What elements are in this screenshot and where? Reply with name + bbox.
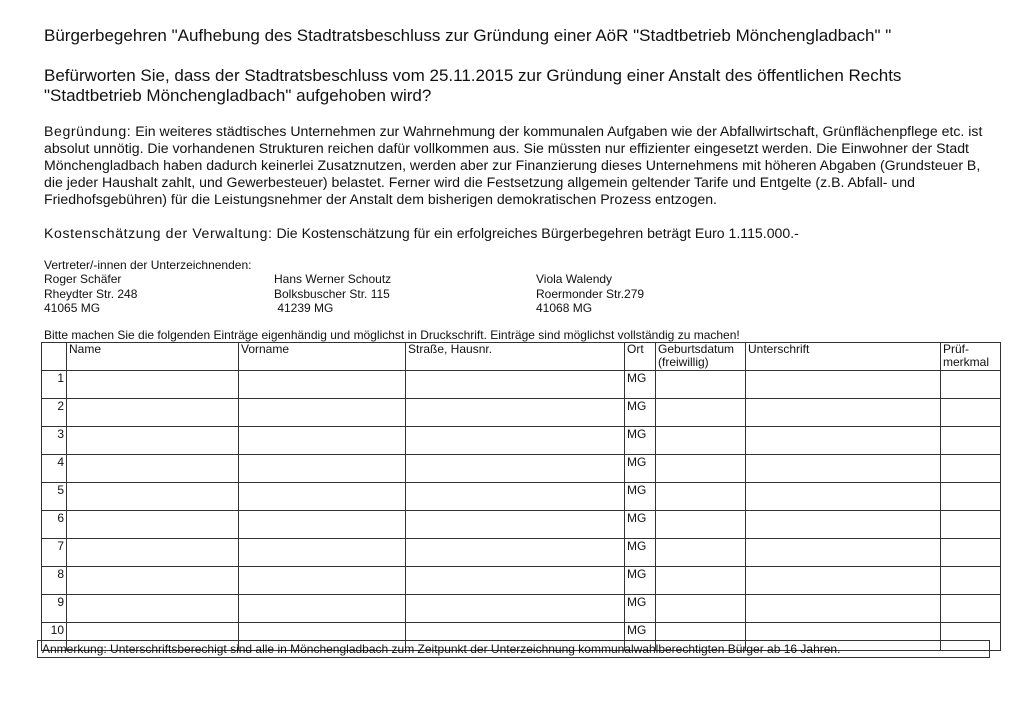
representative-2: [274, 272, 391, 316]
unterschrift-cell[interactable]: [746, 455, 941, 483]
ort-cell: MG: [625, 399, 656, 427]
row-number: 1: [42, 371, 67, 399]
representative-name: Viola Walendy: [536, 272, 613, 286]
table-row: [42, 539, 1001, 567]
geburtsdatum-cell[interactable]: [656, 511, 746, 539]
table-row: [42, 455, 1001, 483]
geburtsdatum-cell[interactable]: [656, 455, 746, 483]
name-cell[interactable]: [67, 371, 239, 399]
cost-estimate: [44, 225, 799, 241]
table-header-row: [42, 343, 1001, 371]
reason-paragraph: [44, 123, 989, 208]
row-number: 9: [42, 595, 67, 623]
table-row: [42, 511, 1001, 539]
header-pruefmerkmal-line2: merkmal: [943, 355, 990, 369]
representative-1: [44, 272, 137, 316]
signature-table: [41, 342, 1001, 651]
vorname-cell[interactable]: [239, 539, 406, 567]
ort-cell: MG: [625, 371, 656, 399]
unterschrift-cell[interactable]: [746, 399, 941, 427]
table-row: [42, 567, 1001, 595]
cost-text: Die Kostenschätzung für ein erfolgreiches Bürgerbegehren beträgt Euro 1.115.000.-: [276, 225, 799, 241]
header-geburtsdatum-line1: Geburtsdatum: [658, 342, 735, 356]
row-number: 6: [42, 511, 67, 539]
representative-street: Bolksbuscher Str. 115: [274, 286, 390, 301]
row-number: 8: [42, 567, 67, 595]
representative-name: Roger Schäfer: [44, 272, 122, 286]
strasse-cell[interactable]: [406, 399, 625, 427]
petition-question: Befürworten Sie, dass der Stadtratsbeschluss vom 25.11.2015 zur Gründung einer Anstalt des öffentlichen Rechts "Stadtbetrieb Mönchengladbach" aufgehoben wird?: [44, 66, 902, 105]
strasse-cell[interactable]: [406, 455, 625, 483]
vorname-cell[interactable]: [239, 427, 406, 455]
vorname-cell[interactable]: [239, 511, 406, 539]
row-number: 3: [42, 427, 67, 455]
representative-3: [536, 272, 644, 316]
strasse-cell[interactable]: [406, 567, 625, 595]
pruefmerkmal-cell: [941, 455, 1001, 483]
reason-text: Ein weiteres städtisches Unternehmen zur Wahrnehmung der kommunalen Aufgaben wie der Abfallwirtschaft, Grünflächenpflege etc. ist absolut unnötig. Die vorhandenen Strukturen reichen dafür vollkommen aus. Sie müssten nur effizienter eingesetzt werden. Die Einwohner der Stadt Mönchengladbach haben dadurch keinerlei Zusatznutzen, werden aber zur Finanzierung dieses Unternehmens mit höheren Abgaben (Grundsteuer B, die jeder Haushalt zahlt, und Gewerbesteuer) belastet. Ferner wird die Festsetzung allgemein geltender Tarife und Entgelte (z.B. Abfall- und Friedhofsgebühren) für die Leistungsnehmer der Anstalt dem bisherigen demokratischen Prozess entzogen.: [44, 123, 983, 207]
geburtsdatum-cell[interactable]: [656, 483, 746, 511]
representative-street: Roermonder Str.279: [536, 286, 645, 301]
vorname-cell[interactable]: [239, 567, 406, 595]
header-pruefmerkmal-line1: Prüf-: [943, 342, 970, 356]
geburtsdatum-cell[interactable]: [656, 567, 746, 595]
geburtsdatum-cell[interactable]: [656, 539, 746, 567]
cost-label: Kostenschätzung der Verwaltung:: [44, 225, 273, 241]
strasse-cell[interactable]: [406, 595, 625, 623]
pruefmerkmal-cell: [941, 427, 1001, 455]
vorname-cell[interactable]: [239, 399, 406, 427]
representative-city: 41065 MG: [44, 301, 101, 315]
strasse-cell[interactable]: [406, 539, 625, 567]
instructions-text: Bitte machen Sie die folgenden Einträge eigenhändig und möglichst in Druckschrift. Einträge sind möglichst vollständig zu machen!: [44, 328, 740, 342]
row-number: 7: [42, 539, 67, 567]
name-cell[interactable]: [67, 455, 239, 483]
geburtsdatum-cell[interactable]: [656, 371, 746, 399]
geburtsdatum-cell[interactable]: [656, 427, 746, 455]
name-cell[interactable]: [67, 399, 239, 427]
row-number: 2: [42, 399, 67, 427]
representative-city: 41068 MG: [536, 301, 593, 315]
ort-cell: MG: [625, 567, 656, 595]
vorname-cell[interactable]: [239, 483, 406, 511]
geburtsdatum-cell[interactable]: [656, 399, 746, 427]
table-row: [42, 595, 1001, 623]
strasse-cell[interactable]: [406, 427, 625, 455]
table-row: [42, 399, 1001, 427]
pruefmerkmal-cell: [941, 511, 1001, 539]
header-name: Name: [67, 343, 239, 371]
strasse-cell[interactable]: [406, 511, 625, 539]
pruefmerkmal-cell: [941, 483, 1001, 511]
table-row: [42, 427, 1001, 455]
unterschrift-cell[interactable]: [746, 427, 941, 455]
unterschrift-cell[interactable]: [746, 483, 941, 511]
name-cell[interactable]: [67, 567, 239, 595]
row-number: 10: [42, 623, 67, 651]
ort-cell: MG: [625, 623, 656, 651]
ort-cell: MG: [625, 427, 656, 455]
representative-name: Hans Werner Schoutz: [274, 272, 392, 286]
name-cell[interactable]: [67, 483, 239, 511]
header-unterschrift: Unterschrift: [746, 343, 941, 371]
strasse-cell[interactable]: [406, 483, 625, 511]
reason-label: Begründung:: [44, 123, 132, 139]
vorname-cell[interactable]: [239, 371, 406, 399]
header-strasse: Straße, Hausnr.: [406, 343, 625, 371]
unterschrift-cell[interactable]: [746, 567, 941, 595]
name-cell[interactable]: [67, 427, 239, 455]
header-geburtsdatum: [656, 343, 746, 371]
representative-city: 41239 MG: [274, 301, 334, 315]
strasse-cell[interactable]: [406, 371, 625, 399]
header-pruefmerkmal: [941, 343, 1001, 371]
pruefmerkmal-cell: [941, 371, 1001, 399]
document-title: Bürgerbegehren "Aufhebung des Stadtratsbeschluss zur Gründung einer AöR "Stadtbetrieb Mönchengladbach" ": [44, 26, 892, 45]
pruefmerkmal-cell: [941, 539, 1001, 567]
ort-cell: MG: [625, 595, 656, 623]
ort-cell: MG: [625, 539, 656, 567]
pruefmerkmal-cell: [941, 567, 1001, 595]
table-row: [42, 483, 1001, 511]
representatives-heading: Vertreter/-innen der Unterzeichnenden:: [44, 258, 252, 272]
name-cell[interactable]: [67, 595, 239, 623]
ort-cell: MG: [625, 455, 656, 483]
table-row: [42, 371, 1001, 399]
header-vorname: Vorname: [239, 343, 406, 371]
row-number: 5: [42, 483, 67, 511]
unterschrift-cell[interactable]: [746, 511, 941, 539]
unterschrift-cell[interactable]: [746, 539, 941, 567]
row-number: 4: [42, 455, 67, 483]
footnote-box: Anmerkung: Unterschriftsberechigt sind alle in Mönchengladbach zum Zeitpunkt der Unterzeichnung kommunalwahlberechtigten Bürger ab 16 Jahren.: [37, 640, 990, 658]
vorname-cell[interactable]: [239, 595, 406, 623]
representative-street: Rheydter Str. 248: [44, 286, 138, 301]
pruefmerkmal-cell: [941, 595, 1001, 623]
vorname-cell[interactable]: [239, 455, 406, 483]
unterschrift-cell[interactable]: [746, 371, 941, 399]
header-number: [42, 343, 67, 371]
header-ort: Ort: [625, 343, 656, 371]
ort-cell: MG: [625, 511, 656, 539]
name-cell[interactable]: [67, 511, 239, 539]
geburtsdatum-cell[interactable]: [656, 595, 746, 623]
pruefmerkmal-cell: [941, 399, 1001, 427]
ort-cell: MG: [625, 483, 656, 511]
unterschrift-cell[interactable]: [746, 595, 941, 623]
name-cell[interactable]: [67, 539, 239, 567]
header-geburtsdatum-line2: (freiwillig): [658, 355, 709, 369]
